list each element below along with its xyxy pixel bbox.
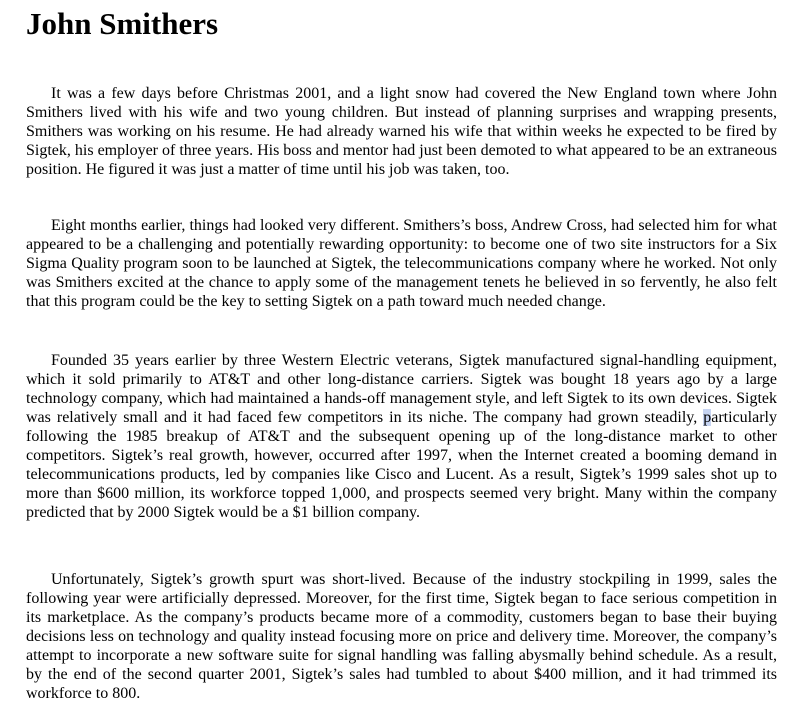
text-cursor-selection[interactable]: p <box>703 409 712 426</box>
body-paragraph: Unfortunately, Sigtek’s growth spurt was short-lived. Because of the industry stockpiling in 1999, sales the following year were artificially depressed. Moreover, for the first time, Sigtek began to face serious competition in its marketplace. As the company’s products became more of a commodity, customers began to base their buying decisions less on technology and quality instead focusing more on price and delivery time. Moreover, the company’s attempt to incorporate a new software suite for signal handling was falling abysmally behind schedule. As a result, by the end of the second quarter 2001, Sigtek’s sales had tumbled to about $400 million, and it had trimmed its workforce to 800. <box>26 571 777 702</box>
paragraph-text: articularly following the 1985 breakup of AT&T and the subsequent opening up of the long-distance market to other competitors. Sigtek’s real growth, however, occurred after 1997, when the Internet created a booming demand in telecommunications products, led by companies like Cisco and Lucent. As a result, Sigtek’s 1999 sales shot up to more than $600 million, its workforce topped 1,000, and prospects seemed very bright. Many within the company predicted that by 2000 Sigtek would be a $1 billion company. <box>26 409 777 521</box>
body-paragraph: Eight months earlier, things had looked very different. Smithers’s boss, Andrew Cross, had selected him for what appeared to be a challenging and potentially rewarding opportunity: to become one of two site instructors for a Six Sigma Quality program soon to be launched at Sigtek, the telecommunications company where he worked. Not only was Smithers excited at the chance to apply some of the management tenets he believed in so fervently, he also felt that this program could be the key to setting Sigtek on a path toward much needed change. <box>26 217 777 310</box>
body-paragraph <box>26 351 777 522</box>
document-title: John Smithers <box>26 6 219 41</box>
body-paragraph: It was a few days before Christmas 2001, and a light snow had covered the New England town where John Smithers lived with his wife and two young children. But instead of planning surprises and wrapping presents, Smithers was working on his resume. He had already warned his wife that within weeks he expected to be fired by Sigtek, his employer of three years. His boss and mentor had just been demoted to what appeared to be an extraneous position. He figured it was just a matter of time until his job was taken, too. <box>26 85 777 178</box>
paragraph-text: Founded 35 years earlier by three Western Electric veterans, Sigtek manufactured signal-handling equipment, which it sold primarily to AT&T and other long-distance carriers. Sigtek was bought 18 years ago by a large technology company, which had maintained a hands-off management style, and left Sigtek to its own devices. Sigtek was relatively small and it had faced few competitors in its niche. The company had grown steadily, <box>26 352 777 426</box>
